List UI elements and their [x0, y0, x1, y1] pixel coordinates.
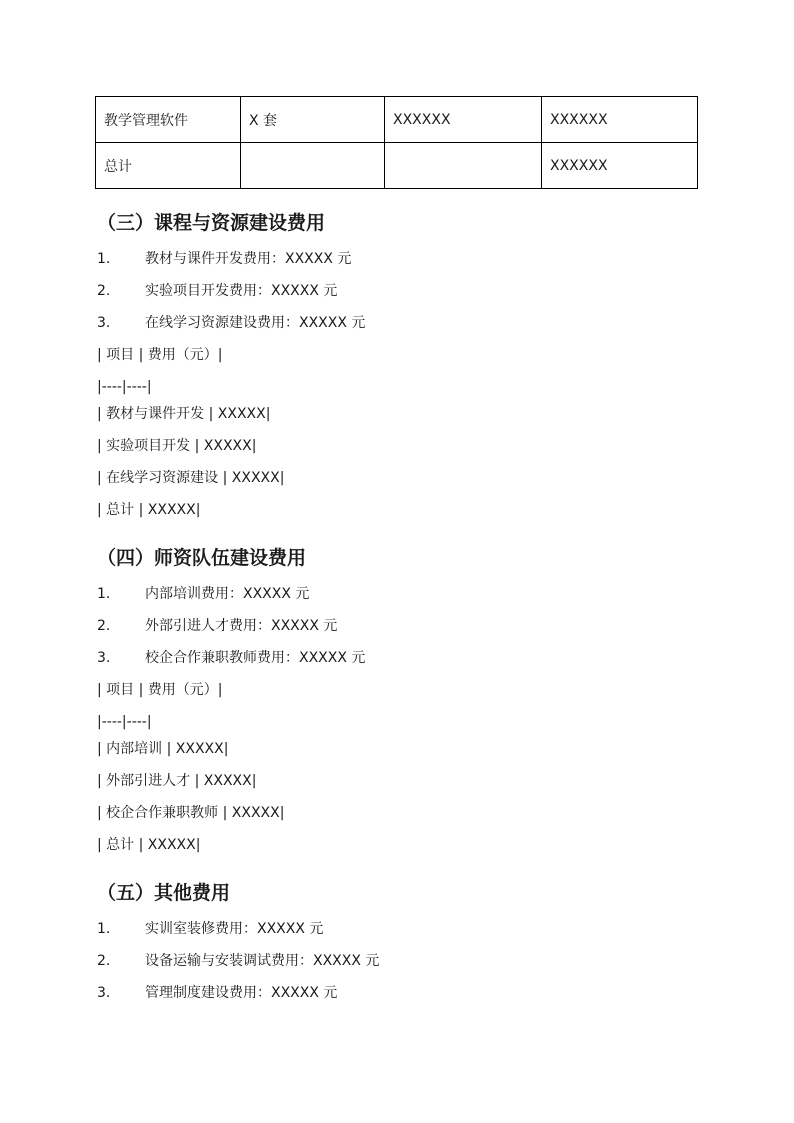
list-text: 在线学习资源建设费用：XXXXX 元 [145, 315, 366, 331]
table-row [96, 143, 698, 189]
list-text: 外部引进人才费用：XXXXX 元 [145, 618, 338, 634]
list-text: 实训室装修费用：XXXXX 元 [145, 921, 324, 937]
table-cell [385, 143, 542, 189]
markdown-line: | 在线学习资源建设 | XXXXX| [97, 470, 285, 486]
table-cell: 教学管理软件 [96, 97, 241, 143]
markdown-line: | 项目 | 费用（元）| [97, 682, 223, 698]
table-cell [241, 143, 385, 189]
table-row [96, 97, 698, 143]
markdown-line: | 教材与课件开发 | XXXXX| [97, 406, 271, 422]
list-number: 3. [97, 650, 111, 666]
list-number: 1. [97, 251, 111, 267]
markdown-line: | 校企合作兼职教师 | XXXXX| [97, 805, 285, 821]
section-heading: （四）师资队伍建设费用 [97, 547, 307, 569]
list-text: 实验项目开发费用：XXXXX 元 [145, 283, 338, 299]
markdown-line: | 总计 | XXXXX| [97, 502, 201, 518]
list-item [97, 281, 337, 301]
list-number: 3. [97, 985, 111, 1001]
markdown-line: | 项目 | 费用（元）| [97, 347, 223, 363]
list-text: 教材与课件开发费用：XXXXX 元 [145, 251, 352, 267]
list-number: 2. [97, 283, 111, 299]
markdown-line: | 总计 | XXXXX| [97, 837, 201, 853]
list-text: 管理制度建设费用：XXXXX 元 [145, 985, 338, 1001]
section-heading: （五）其他费用 [97, 882, 231, 904]
list-item [97, 616, 337, 636]
section-heading: （三）课程与资源建设费用 [97, 212, 326, 234]
list-item [97, 584, 309, 604]
list-number: 2. [97, 953, 111, 969]
list-item [97, 648, 365, 668]
list-text: 校企合作兼职教师费用：XXXXX 元 [145, 650, 366, 666]
list-number: 2. [97, 618, 111, 634]
list-number: 1. [97, 921, 111, 937]
list-text: 内部培训费用：XXXXX 元 [145, 586, 310, 602]
markdown-line: | 实验项目开发 | XXXXX| [97, 438, 257, 454]
list-number: 1. [97, 586, 111, 602]
table-cell: XXXXXX [542, 97, 698, 143]
list-item [97, 983, 337, 1003]
table-cell: 总计 [96, 143, 241, 189]
list-item [97, 951, 379, 971]
list-item [97, 249, 351, 269]
cost-table [95, 96, 698, 189]
table-cell: X 套 [241, 97, 385, 143]
markdown-line: | 内部培训 | XXXXX| [97, 741, 229, 757]
markdown-line: |----|----| [97, 379, 152, 395]
list-item [97, 313, 365, 333]
markdown-line: | 外部引进人才 | XXXXX| [97, 773, 257, 789]
list-number: 3. [97, 315, 111, 331]
list-item [97, 919, 323, 939]
table-cell: XXXXXX [385, 97, 542, 143]
table-cell: XXXXXX [542, 143, 698, 189]
list-text: 设备运输与安装调试费用：XXXXX 元 [145, 953, 380, 969]
markdown-line: |----|----| [97, 714, 152, 730]
